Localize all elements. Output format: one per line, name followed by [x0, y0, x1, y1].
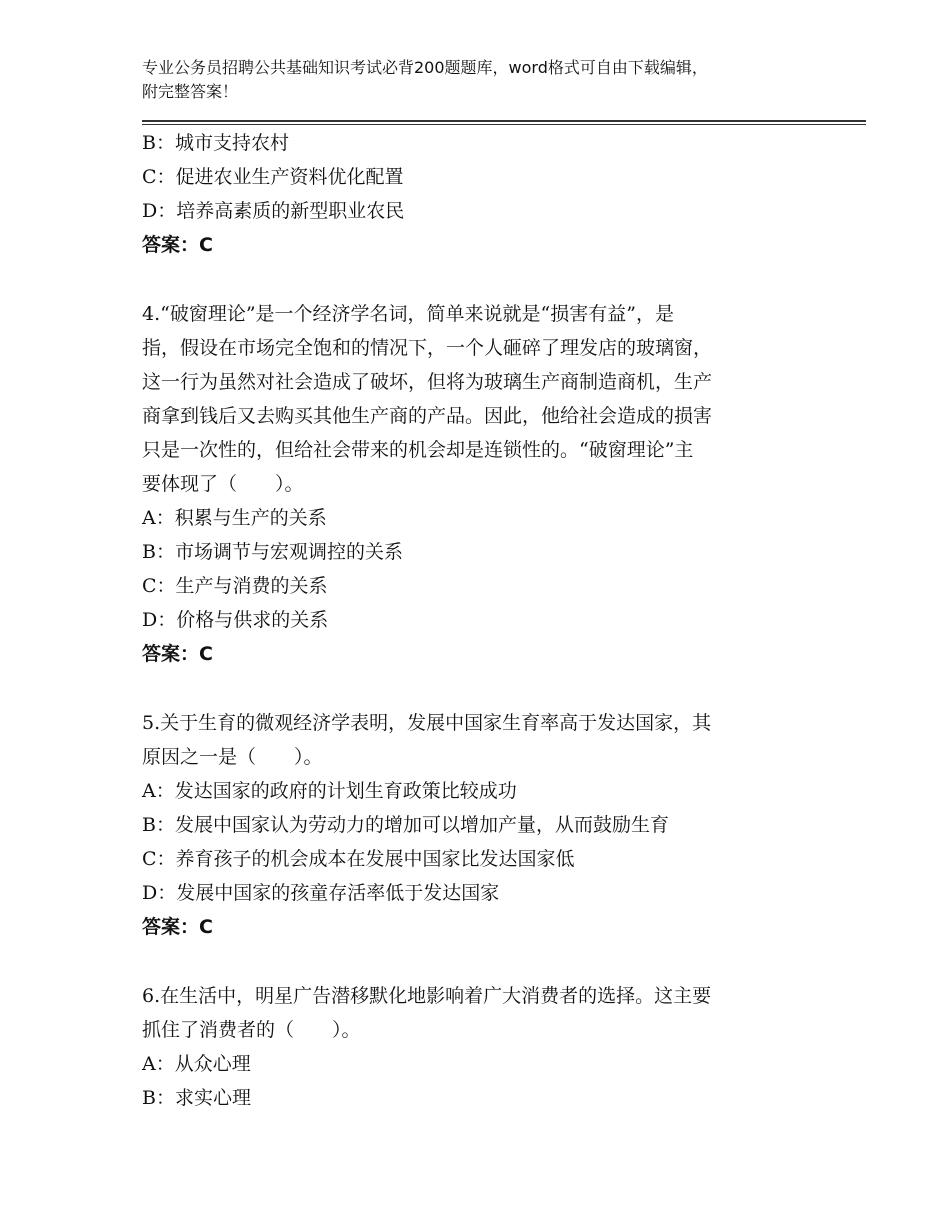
option-a: A：从众心理 — [142, 1053, 251, 1075]
option-d: D：培养高素质的新型职业农民 — [142, 200, 405, 222]
option-c: C：生产与消费的关系 — [142, 575, 328, 597]
question-stem-line: 只是一次性的，但给社会带来的机会却是连锁性的。“破窗理论”主 — [142, 439, 694, 461]
answer: 答案：C — [142, 234, 213, 256]
question-stem-line: 5.关于生育的微观经济学表明，发展中国家生育率高于发达国家，其 — [142, 712, 712, 734]
question-6 — [142, 979, 802, 1115]
option-b: B：城市支持农村 — [142, 132, 289, 154]
question-3-continued — [142, 126, 802, 262]
question-stem-line: 指，假设在市场完全饱和的情况下，一个人砸碎了理发店的玻璃窗， — [142, 337, 713, 359]
question-stem-line: 4.“破窗理论”是一个经济学名词，简单来说就是“损害有益”，是 — [142, 303, 674, 325]
option-b: B：求实心理 — [142, 1087, 251, 1109]
document-body — [142, 126, 802, 1115]
option-d: D：发展中国家的孩童存活率低于发达国家 — [142, 882, 500, 904]
question-5 — [142, 706, 802, 944]
header-line-1: 专业公务员招聘公共基础知识考试必背200题题库，word格式可自由下载编辑， — [142, 58, 708, 77]
question-stem-line: 商拿到钱后又去购买其他生产商的产品。因此，他给社会造成的损害 — [142, 405, 713, 427]
page-header — [142, 56, 822, 104]
question-stem-line: 这一行为虽然对社会造成了破坏，但将为玻璃生产商制造商机，生产 — [142, 371, 713, 393]
header-rule-thin — [142, 124, 866, 125]
option-a: A：积累与生产的关系 — [142, 507, 327, 529]
question-stem-line: 6.在生活中，明星广告潜移默化地影响着广大消费者的选择。这主要 — [142, 985, 712, 1007]
answer: 答案：C — [142, 916, 213, 938]
question-stem-line: 抓住了消费者的（ ）。 — [142, 1019, 361, 1041]
option-b: B：市场调节与宏观调控的关系 — [142, 541, 403, 563]
header-line-2: 附完整答案！ — [142, 82, 239, 101]
answer: 答案：C — [142, 643, 213, 665]
option-a: A：发达国家的政府的计划生育政策比较成功 — [142, 780, 517, 802]
question-stem-line: 原因之一是（ ）。 — [142, 746, 323, 768]
option-d: D：价格与供求的关系 — [142, 609, 329, 631]
option-b: B：发展中国家认为劳动力的增加可以增加产量，从而鼓励生育 — [142, 814, 669, 836]
option-c: C：促进农业生产资料优化配置 — [142, 166, 404, 188]
header-rule-thick — [142, 120, 866, 122]
question-stem-line: 要体现了（ ）。 — [142, 473, 304, 495]
question-4 — [142, 297, 802, 671]
option-c: C：养育孩子的机会成本在发展中国家比发达国家低 — [142, 848, 575, 870]
